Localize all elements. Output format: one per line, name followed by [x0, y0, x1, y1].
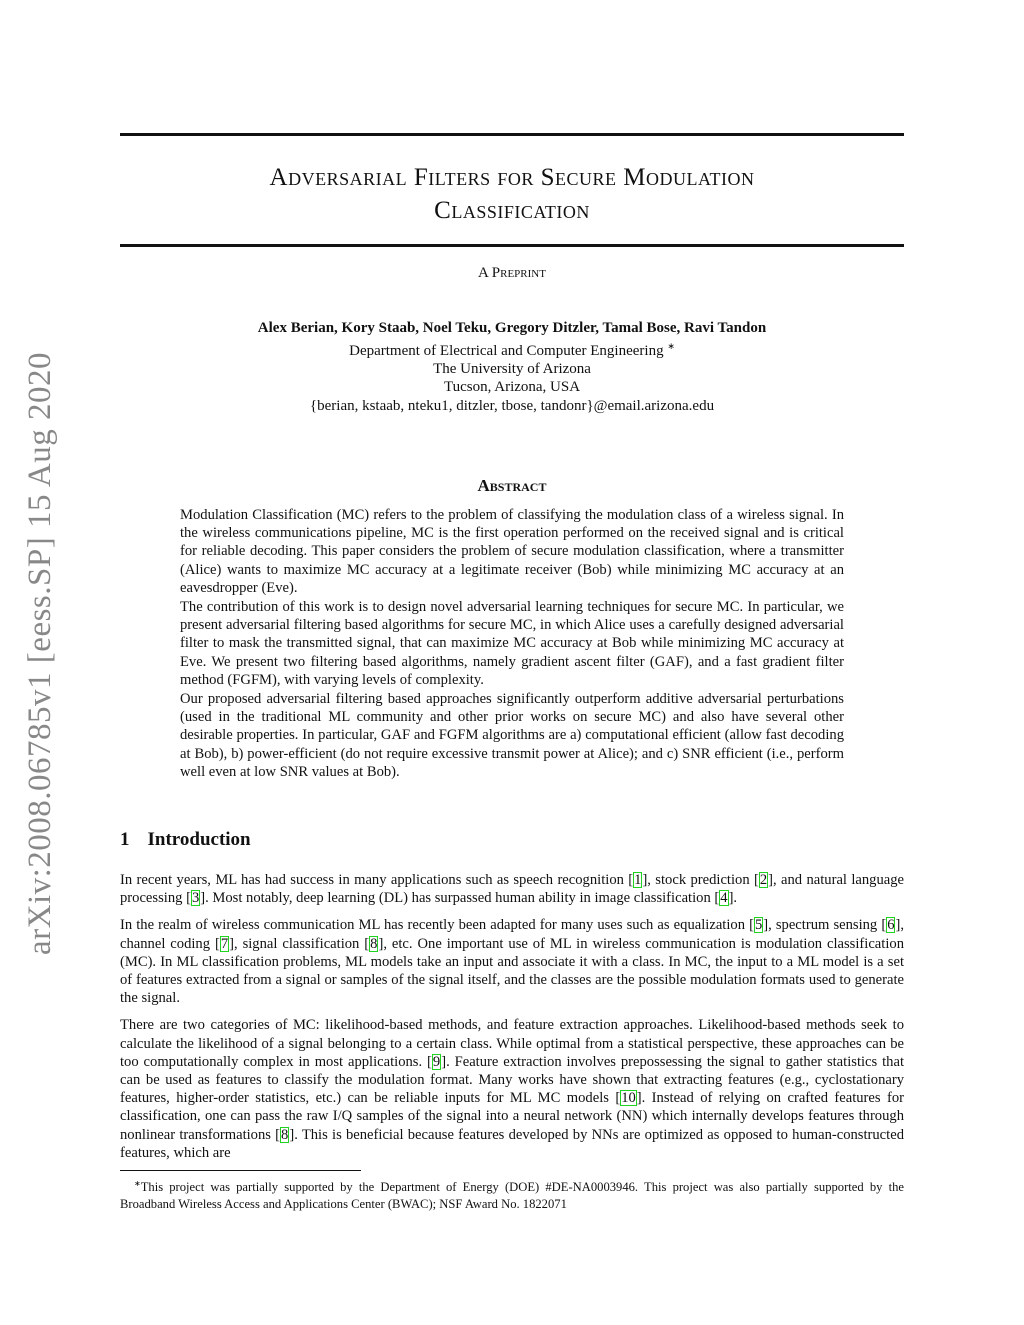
paragraph-text: The contribution of this work is to design novel adversarial learning techniques for secure MC. In particular, we present adversarial filtering based algorithms for secure MC, in which Alice uses a carefully designed adversarial filter to mask the transmitted signal, that can maximize MC accuracy at Bob while minimizing MC accuracy at Eve. We present two filtering based algorithms, namely gradient ascent filter (GAF), and a fast gradient filter method (FGFM), with varying levels of complexity.	[180, 599, 844, 688]
footnote-mark: ∗	[667, 341, 675, 351]
citation-link[interactable]: 1	[634, 872, 642, 888]
section-title: Introduction	[147, 829, 251, 850]
citation-link[interactable]: 10	[621, 1090, 636, 1107]
footnote-text: This project was partially supported by the Department of Energy (DOE) #DE-NA0003946. This project was also partially supported by the Broadband Wireless Access and Applications Center (BWAC); NSF Award No. 1822071	[120, 1180, 904, 1212]
affiliation	[120, 337, 904, 415]
title-bottom-rule	[120, 244, 904, 247]
paragraph-text: Our proposed adversarial filtering based approaches significantly outperform additive adversarial perturbations (used in the traditional ML community and other prior works on secure MC) and also have several other desirable properties. In particular, GAF and FGFM algorithms are a) computational efficient (allow fast decoding at Bob), b) power-efficient (do not require excessive transmit power at Alice); and c) SNR efficient (i.e., perform well even at low SNR values at Bob).	[180, 691, 844, 780]
introduction-body	[120, 871, 904, 1171]
paragraph-text: In the realm of wireless communication ML has recently been adapted for many uses such as equalization [	[120, 917, 754, 934]
citation-link[interactable]: 7	[220, 935, 229, 952]
paragraph-text: ], and natural language processing [	[120, 872, 905, 907]
paragraph-text: ]. This is beneficial because features developed by NNs are optimized as opposed to human-constructed features, which are	[120, 1126, 904, 1161]
paper-title	[120, 161, 904, 227]
abstract-paragraph	[180, 690, 844, 781]
citation-link[interactable]: 8	[281, 1126, 289, 1143]
title-line-1: Adversarial Filters for Secure Modulation	[269, 164, 755, 191]
citation-link[interactable]: 5	[754, 917, 763, 934]
paragraph-text: There are two categories of MC: likelihood-based methods, and feature extraction approaches. Likelihood-based methods seek to calculate the likelihood of a signal belonging to a certain class. While optimal from a statistical perspective, these approaches can be too computationally complex in most applications. [	[120, 1017, 904, 1070]
preprint-label: A Preprint	[478, 265, 546, 281]
section-heading	[120, 829, 251, 851]
department	[120, 337, 904, 360]
abstract-heading: Abstract	[477, 476, 547, 495]
paragraph-text: Modulation Classification (MC) refers to the problem of classifying the modulation class of a wireless signal. In the wireless communications pipeline, MC is the first operation performed on the received signal and is critical for reliable decoding. This paper considers the problem of secure modulation classification, where a transmitter (Alice) wants to maximize MC accuracy at a legitimate receiver (Bob) while minimizing MC accuracy at an eavesdropper (Eve).	[180, 507, 844, 596]
citation-link[interactable]: 9	[432, 1053, 441, 1070]
citation-link[interactable]: 3	[191, 890, 200, 907]
paragraph-text: ], etc. One important use of ML in wireless communication is modulation classification (MC). In ML classification problems, ML models take an input and associate it with a class. In MC, the input to a ML model is a set of features extracted from a signal or samples of the signal itself, and the classes are the possible modulation formats used to generate the signal.	[120, 935, 904, 1007]
arxiv-side-stamp: arXiv:2008.06785v1 [eess.SP] 15 Aug 2020	[22, 352, 58, 955]
paragraph-text: ], channel coding [	[120, 917, 904, 952]
paragraph-text: ]. Feature extraction involves prepossessing the signal to gather statistics that can be used as features to classify the modulation format. Many works have shown that extracting features (e.g., cyclostationary features, higher-order statistics, etc.) can be reliable inputs for ML MC models [	[120, 1053, 904, 1107]
paragraph-text: In recent years, ML has had success in many applications such as speech recognition [	[120, 872, 634, 888]
citation-link[interactable]: 8	[370, 935, 378, 952]
paragraph-text: ]. Instead of relying on crafted features for classification, one can pass the raw I/Q samples of the signal into a neural network (NN) which internally develops features through nonlinear transformations [	[120, 1090, 904, 1143]
intro-paragraph	[120, 1016, 904, 1162]
abstract-paragraph	[180, 506, 844, 597]
intro-paragraph	[120, 916, 904, 1007]
location: Tucson, Arizona, USA	[443, 379, 581, 396]
title-line-2: Classification	[434, 197, 590, 224]
university: The University of Arizona	[433, 361, 591, 378]
citation-link[interactable]: 4	[720, 890, 728, 907]
citation-link[interactable]: 2	[759, 872, 768, 888]
intro-paragraph	[120, 871, 904, 907]
paragraph-text: ], stock prediction [	[642, 872, 759, 888]
paragraph-text: ], signal classification [	[229, 935, 370, 952]
paragraph-text: ].	[728, 890, 738, 907]
abstract-body	[180, 506, 844, 782]
title-top-rule	[120, 133, 904, 136]
citation-link[interactable]: 6	[887, 917, 895, 934]
authors: Alex Berian, Kory Staab, Noel Teku, Gregory Ditzler, Tamal Bose, Ravi Tandon	[257, 320, 767, 336]
section-number: 1	[120, 829, 130, 850]
footnote-rule	[120, 1170, 361, 1171]
department-text: Department of Electrical and Computer Engineering	[349, 343, 664, 359]
footnote-mark: ∗	[134, 1179, 141, 1188]
emails: {berian, kstaab, nteku1, ditzler, tbose, tandonr}@email.arizona.edu	[309, 397, 715, 414]
paragraph-text: ]. Most notably, deep learning (DL) has surpassed human ability in image classification [	[200, 890, 720, 907]
abstract-paragraph	[180, 598, 844, 689]
paragraph-text: ], spectrum sensing [	[763, 917, 887, 934]
footnote	[120, 1175, 904, 1213]
